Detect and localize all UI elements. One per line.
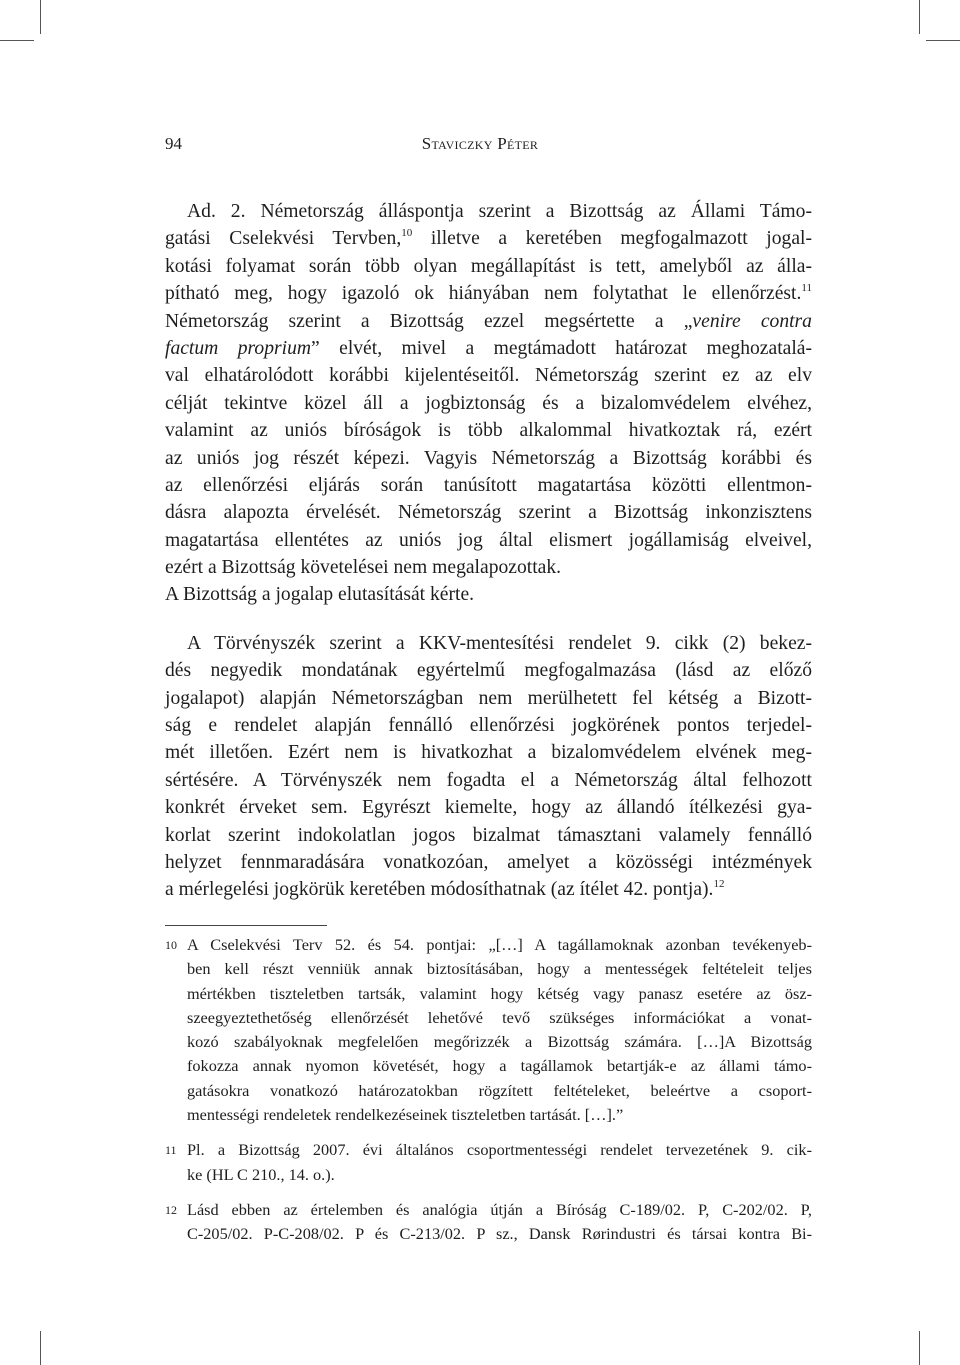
- text-line: factum proprium” elvét, mivel a megtámadott határozat meghozatalá-: [165, 337, 812, 359]
- crop-mark-bottom-left-vertical: [40, 1331, 41, 1365]
- running-head: Staviczky Péter: [421, 134, 539, 153]
- text-line: a mérlegelési jogkörük keretében módosíthatnak (az ítélet 42. pontja).$^{12}$: [165, 877, 725, 901]
- footnote-line: mértékben tiszteletben tartsák, valamint hogy kétség vagy panasz esetére az ösz-: [187, 983, 812, 1003]
- footnote-ref-10[interactable]: 10: [401, 226, 413, 239]
- text-line: konkrét érveket sem. Egyrészt kiemelte, hogy az állandó ítélkezési gya-: [165, 797, 812, 819]
- footnote-12: [165, 1198, 812, 1247]
- page-number: 94: [165, 134, 182, 153]
- text-line: val elhatárolódott korábbi kijelentéseitől. Németország szerint ez az elv: [165, 365, 812, 387]
- text-line: ezért a Bizottság követelései nem megalapozottak.: [165, 557, 562, 579]
- text-line: A Bizottság a jogalap elutasítását kérte.: [165, 584, 475, 606]
- footnote-line: fokozza annak nyomon követését, hogy a tagállamok betartják-e az állami támo-: [187, 1056, 812, 1076]
- text-line: dés negyedik mondatának egyértelmű megfogalmazása (lásd az előző: [165, 660, 812, 682]
- text-line: Németország szerint a Bizottság ezzel megsértette a „venire contra: [165, 310, 812, 332]
- text-line: célját tekintve közel áll a jogbiztonság és a bizalomvédelem elvéhez,: [165, 392, 812, 414]
- footnote-number: 10: [165, 938, 177, 952]
- text-line: az uniós jog részét képezi. Vagyis Németország a Bizottság korábbi és: [165, 447, 812, 469]
- paragraph-gap: [165, 609, 812, 630]
- footnote-line: kozó szabályoknak megfelelően megőrizzék a Bizottság számára. […]A Bizottság: [187, 1032, 812, 1052]
- footnote-line: Lásd ebben az értelemben és analógia útján a Bíróság C-189/02. P, C-202/02. P,: [187, 1199, 812, 1219]
- footnote-line: mentességi rendeletek rendelkezéseinek tiszteletben tartását. […].”: [187, 1105, 624, 1125]
- footnote-number: 12: [165, 1202, 177, 1217]
- text-line: magatartása ellentétes az uniós jog által elismert jogállamiság elveivel,: [165, 529, 812, 551]
- crop-mark-top-right-vertical: [919, 0, 920, 34]
- crop-mark-top-left-vertical: [40, 0, 41, 34]
- text-line: valamint az uniós bíróságok is több alkalommal hivatkoztak rá, ezért: [165, 420, 812, 442]
- page-header: [0, 134, 960, 158]
- text-line: kotási folyamat során több olyan megállapítást is tett, amelyből az álla-: [165, 255, 812, 277]
- paragraph-2: [165, 630, 812, 904]
- text-line: helyzet fennmaradására vonatkozóan, amelyet a közösségi intézmények: [165, 851, 812, 873]
- text-line: az ellenőrzési eljárás során tanúsított magatartása közötti ellentmon-: [165, 474, 812, 496]
- paragraph-1: [165, 198, 812, 609]
- text-line: ság e rendelet alapján fennálló ellenőrzési jogkörének pontos terjedel-: [165, 715, 812, 737]
- text-line: sértésére. A Törvényszék nem fogadta el a Németország által felhozott: [165, 769, 812, 791]
- footnote-line: A Cselekvési Terv 52. és 54. pontjai: „[…] A tagállamoknak azonban tevékenyeb-: [187, 935, 812, 954]
- footnote-line: ke (HL C 210., 14. o.).: [187, 1164, 335, 1184]
- footnote-line: Pl. a Bizottság 2007. évi általános csoportmentességi rendelet tervezetének 9. cik-: [187, 1140, 812, 1160]
- text-line: gatási Cselekvési Tervben,$^{10}$ illetve a keretében megfogalmazott jogal-: [165, 226, 812, 250]
- footnote-line: ben kell részt venniük annak biztosításában, hogy a mentességek feltételeit teljes: [187, 959, 812, 979]
- text-line: A Törvényszék szerint a KKV-mentesítési rendelet 9. cikk (2) bekez-: [187, 632, 812, 654]
- text-line: dásra alapozta érvelését. Németország szerint a Bizottság inkonzisztens: [165, 502, 812, 524]
- text-line: jogalapot) alapján Németországban nem merülhetett fel kétség a Bizott-: [165, 687, 812, 709]
- footnotes: [165, 933, 812, 1247]
- footnote-ref-12[interactable]: 12: [713, 877, 725, 890]
- footnote-line: szeegyeztethetőség ellenőrzését lehetővé tevő szükséges információkat a vonat-: [187, 1007, 812, 1027]
- text-line: Ad. 2. Németország álláspontja szerint a Bizottság az Állami Támo-: [187, 201, 812, 222]
- crop-mark-top-left-horizontal: [0, 40, 34, 41]
- footnote-separator: [165, 925, 327, 926]
- footnote-10: [165, 933, 812, 1127]
- crop-mark-bottom-right-vertical: [919, 1331, 920, 1365]
- text-line: pítható meg, hogy igazoló ok hiányában nem folytathat le ellenőrzést.$^{11}$: [165, 281, 812, 305]
- text-line: mét illetően. Ezért nem is hivatkozhat a bizalomvédelem elvének meg-: [165, 742, 812, 764]
- footnote-ref-11[interactable]: 11: [801, 281, 812, 294]
- footnote-number: 11: [165, 1143, 177, 1158]
- body-text: [165, 198, 812, 904]
- footnote-11: [165, 1138, 812, 1187]
- crop-mark-top-right-horizontal: [926, 40, 960, 41]
- footnote-line: gatásokra vonatkozó határozatokban rögzített feltételeket, beleértve a csoport-: [187, 1080, 812, 1100]
- text-line: korlat szerint indokolatlan jogos bizalmat támasztani valamely fennálló: [165, 824, 812, 846]
- footnote-line: C-205/02. P-C-208/02. P és C-213/02. P sz., Dansk Rørindustri és társai kontra Bi-: [187, 1224, 812, 1244]
